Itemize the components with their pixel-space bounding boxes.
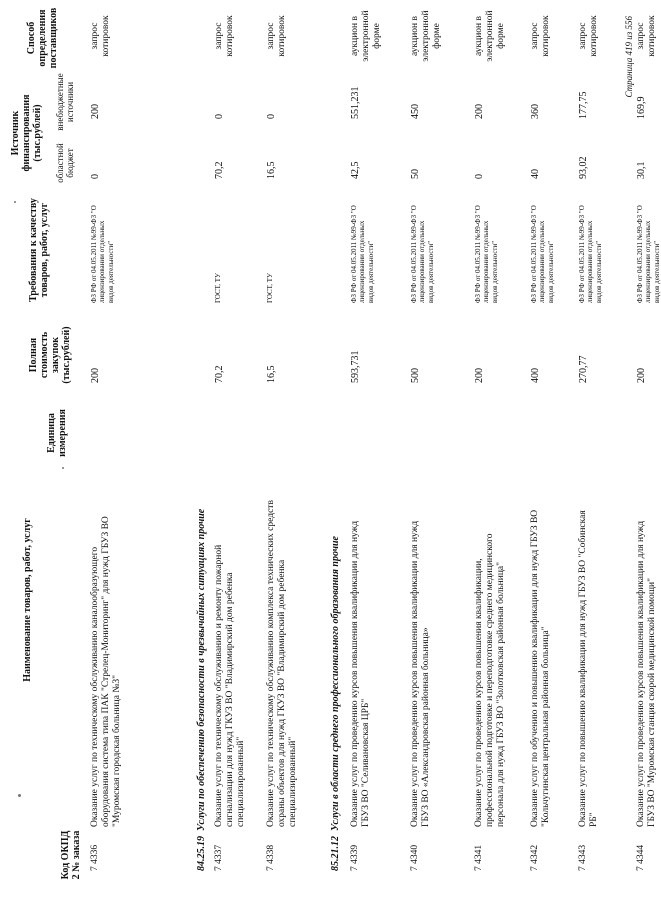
row-requirements: ФЗ РФ от 04.05.2011 №99-ФЗ "О лицензировании отдельных видов деятельности" (410, 205, 435, 303)
row-extra-budget: 450 (410, 104, 421, 119)
row-code: 7 4342 (530, 844, 540, 871)
row-cost: 593,731 (350, 350, 361, 383)
row-name: Оказание услуг по техническому обслуживанию и ремонту пожарной сигнализации для нужд ГКУЗ ВО "Владимирский дом ребенка специализированный" (214, 544, 246, 827)
row-requirements: ФЗ РФ от 04.05.2011 №99-ФЗ "О лицензировании отдельных видов деятельности" (90, 205, 115, 303)
row-code: 7 4340 (410, 844, 420, 871)
row-name: Оказание услуг по обучению и повышению квалификации для нужд ГБУЗ ВО "Кольчугинская центральная районная больница" (530, 509, 551, 827)
row-extra-budget: 360 (530, 104, 541, 119)
header-source-regional: областной бюджет (55, 143, 75, 183)
section-title: Услуги по обеспечению безопасности в чрезвычайных ситуациях прочие (196, 508, 207, 831)
row-name: Оказание услуг по проведению курсов повышения квалификации для нужд ГБУЗ ВО "Муромская станция скорой медицинской помощи" (636, 520, 657, 827)
scan-speck (62, 467, 64, 469)
row-extra-budget: 0 (214, 114, 225, 119)
row-method: аукцион в электронной форме (350, 10, 382, 62)
row-name: Оказание услуг по техническому обслуживанию каналообразующего оборудования система типа ПАК "Стрелец-Мониторинг" для нужд ГБУЗ ВО "Муромская городская больница №3" (90, 516, 122, 827)
row-extra-budget: 177,75 (578, 91, 589, 119)
row-code: 7 4338 (266, 844, 276, 871)
row-method: запрос котировок (266, 15, 287, 57)
row-cost: 200 (90, 368, 101, 383)
row-regional-budget: 42,5 (350, 161, 361, 179)
row-extra-budget: 200 (90, 104, 101, 119)
row-method: аукцион в электронной форме (410, 10, 442, 62)
row-cost: 70,2 (214, 365, 225, 383)
row-extra-budget: 200 (474, 104, 485, 119)
section-code: 85.21.12 (330, 836, 341, 871)
row-method: запрос котировок (636, 15, 657, 57)
header-unit: Единица измерения (46, 409, 68, 457)
row-cost: 500 (410, 368, 421, 383)
row-code: 7 4341 (474, 844, 484, 871)
header-source-extra: внебюджетные источники (55, 73, 75, 131)
row-extra-budget: 169,9 (636, 96, 647, 119)
header-name: Наименование товаров, работ, услуг (22, 518, 33, 682)
row-cost: 200 (474, 368, 485, 383)
header-code: Код ОКПД 2 № заказа (60, 830, 82, 880)
row-code: 7 4344 (636, 844, 646, 871)
row-cost: 200 (636, 368, 647, 383)
row-code: 7 4343 (578, 844, 588, 871)
row-regional-budget: 16,5 (266, 161, 277, 179)
row-requirements: ФЗ РФ от 04.05.2011 №99-ФЗ "О лицензировании отдельных видов деятельности" (578, 205, 603, 303)
row-name: Оказание услуг по повышению квалификации для нужд ГБУЗ ВО "Собинская РБ" (578, 510, 599, 827)
row-method: аукцион в электронной форме (474, 10, 506, 62)
row-name: Оказание услуг по проведению курсов повышения квалификации для нужд ГБУЗ ВО «Александровская районная больница» (410, 520, 431, 827)
row-regional-budget: 0 (90, 174, 101, 179)
header-source: Источник финансирования (тыс.рублей) (10, 94, 43, 172)
row-regional-budget: 93,02 (578, 156, 589, 179)
row-requirements: ГОСТ, ТУ (266, 273, 274, 303)
row-regional-budget: 70,2 (214, 161, 225, 179)
row-requirements: ФЗ РФ от 04.05.2011 №99-ФЗ "О лицензировании отдельных видов деятельности" (530, 205, 555, 303)
row-cost: 270,77 (578, 355, 589, 383)
row-requirements: ФЗ РФ от 04.05.2011 №99-ФЗ "О лицензировании отдельных видов деятельности" (350, 205, 375, 303)
row-method: запрос котировок (578, 15, 599, 57)
row-regional-budget: 0 (474, 174, 485, 179)
scan-speck (18, 794, 21, 797)
row-method: запрос котировок (214, 15, 235, 57)
section-heading (196, 509, 208, 871)
row-regional-budget: 40 (530, 169, 541, 179)
scan-speck (14, 201, 16, 203)
row-requirements: ФЗ РФ от 04.05.2011 №99-ФЗ "О лицензировании отдельных видов деятельности" (636, 205, 661, 303)
page-footer: Страница 419 из 556 (623, 16, 634, 98)
row-name: Оказание услуг по проведению курсов повышения квалификации, профессиональной подготовке и переподготовке среднего медицинского персонала для нужд ГБУЗ ВО "Золотковская районная больница" (474, 533, 506, 827)
header-method: Способ определения поставщиков (26, 7, 59, 69)
row-requirements: ГОСТ, ТУ (214, 273, 222, 303)
section-code: 84.25.19 (196, 836, 207, 871)
section-title: Услуги в области среднего профессионального образования прочие (330, 536, 341, 831)
row-name: Оказание услуг по проведению курсов повышения квалификации для нужд ГБУЗ ВО "Селивановская ЦРБ" (350, 520, 371, 827)
row-requirements: ФЗ РФ от 04.05.2011 №99-ФЗ "О лицензировании отдельных видов деятельности" (474, 205, 499, 303)
row-method: запрос котировок (530, 15, 551, 57)
row-code: 7 4336 (90, 844, 100, 871)
header-requirements: Требования к качеству товаров, работ, услуг (28, 198, 50, 302)
row-regional-budget: 50 (410, 169, 421, 179)
row-code: 7 4337 (214, 844, 224, 871)
row-name: Оказание услуг по техническому обслуживанию комплекса технических средств охраны объектов для нужд ГКУЗ ВО "Владимирский дом ребенка специализированный" (266, 500, 298, 827)
section-heading (330, 536, 342, 871)
row-extra-budget: 0 (266, 114, 277, 119)
row-extra-budget: 551,231 (350, 86, 361, 119)
row-cost: 16,5 (266, 365, 277, 383)
row-code: 7 4339 (350, 844, 360, 871)
header-cost: Полная стоимость закупок (тыс.рублей) (28, 326, 72, 384)
row-regional-budget: 30,1 (636, 161, 647, 179)
row-method: запрос котировок (90, 15, 111, 57)
row-cost: 400 (530, 368, 541, 383)
